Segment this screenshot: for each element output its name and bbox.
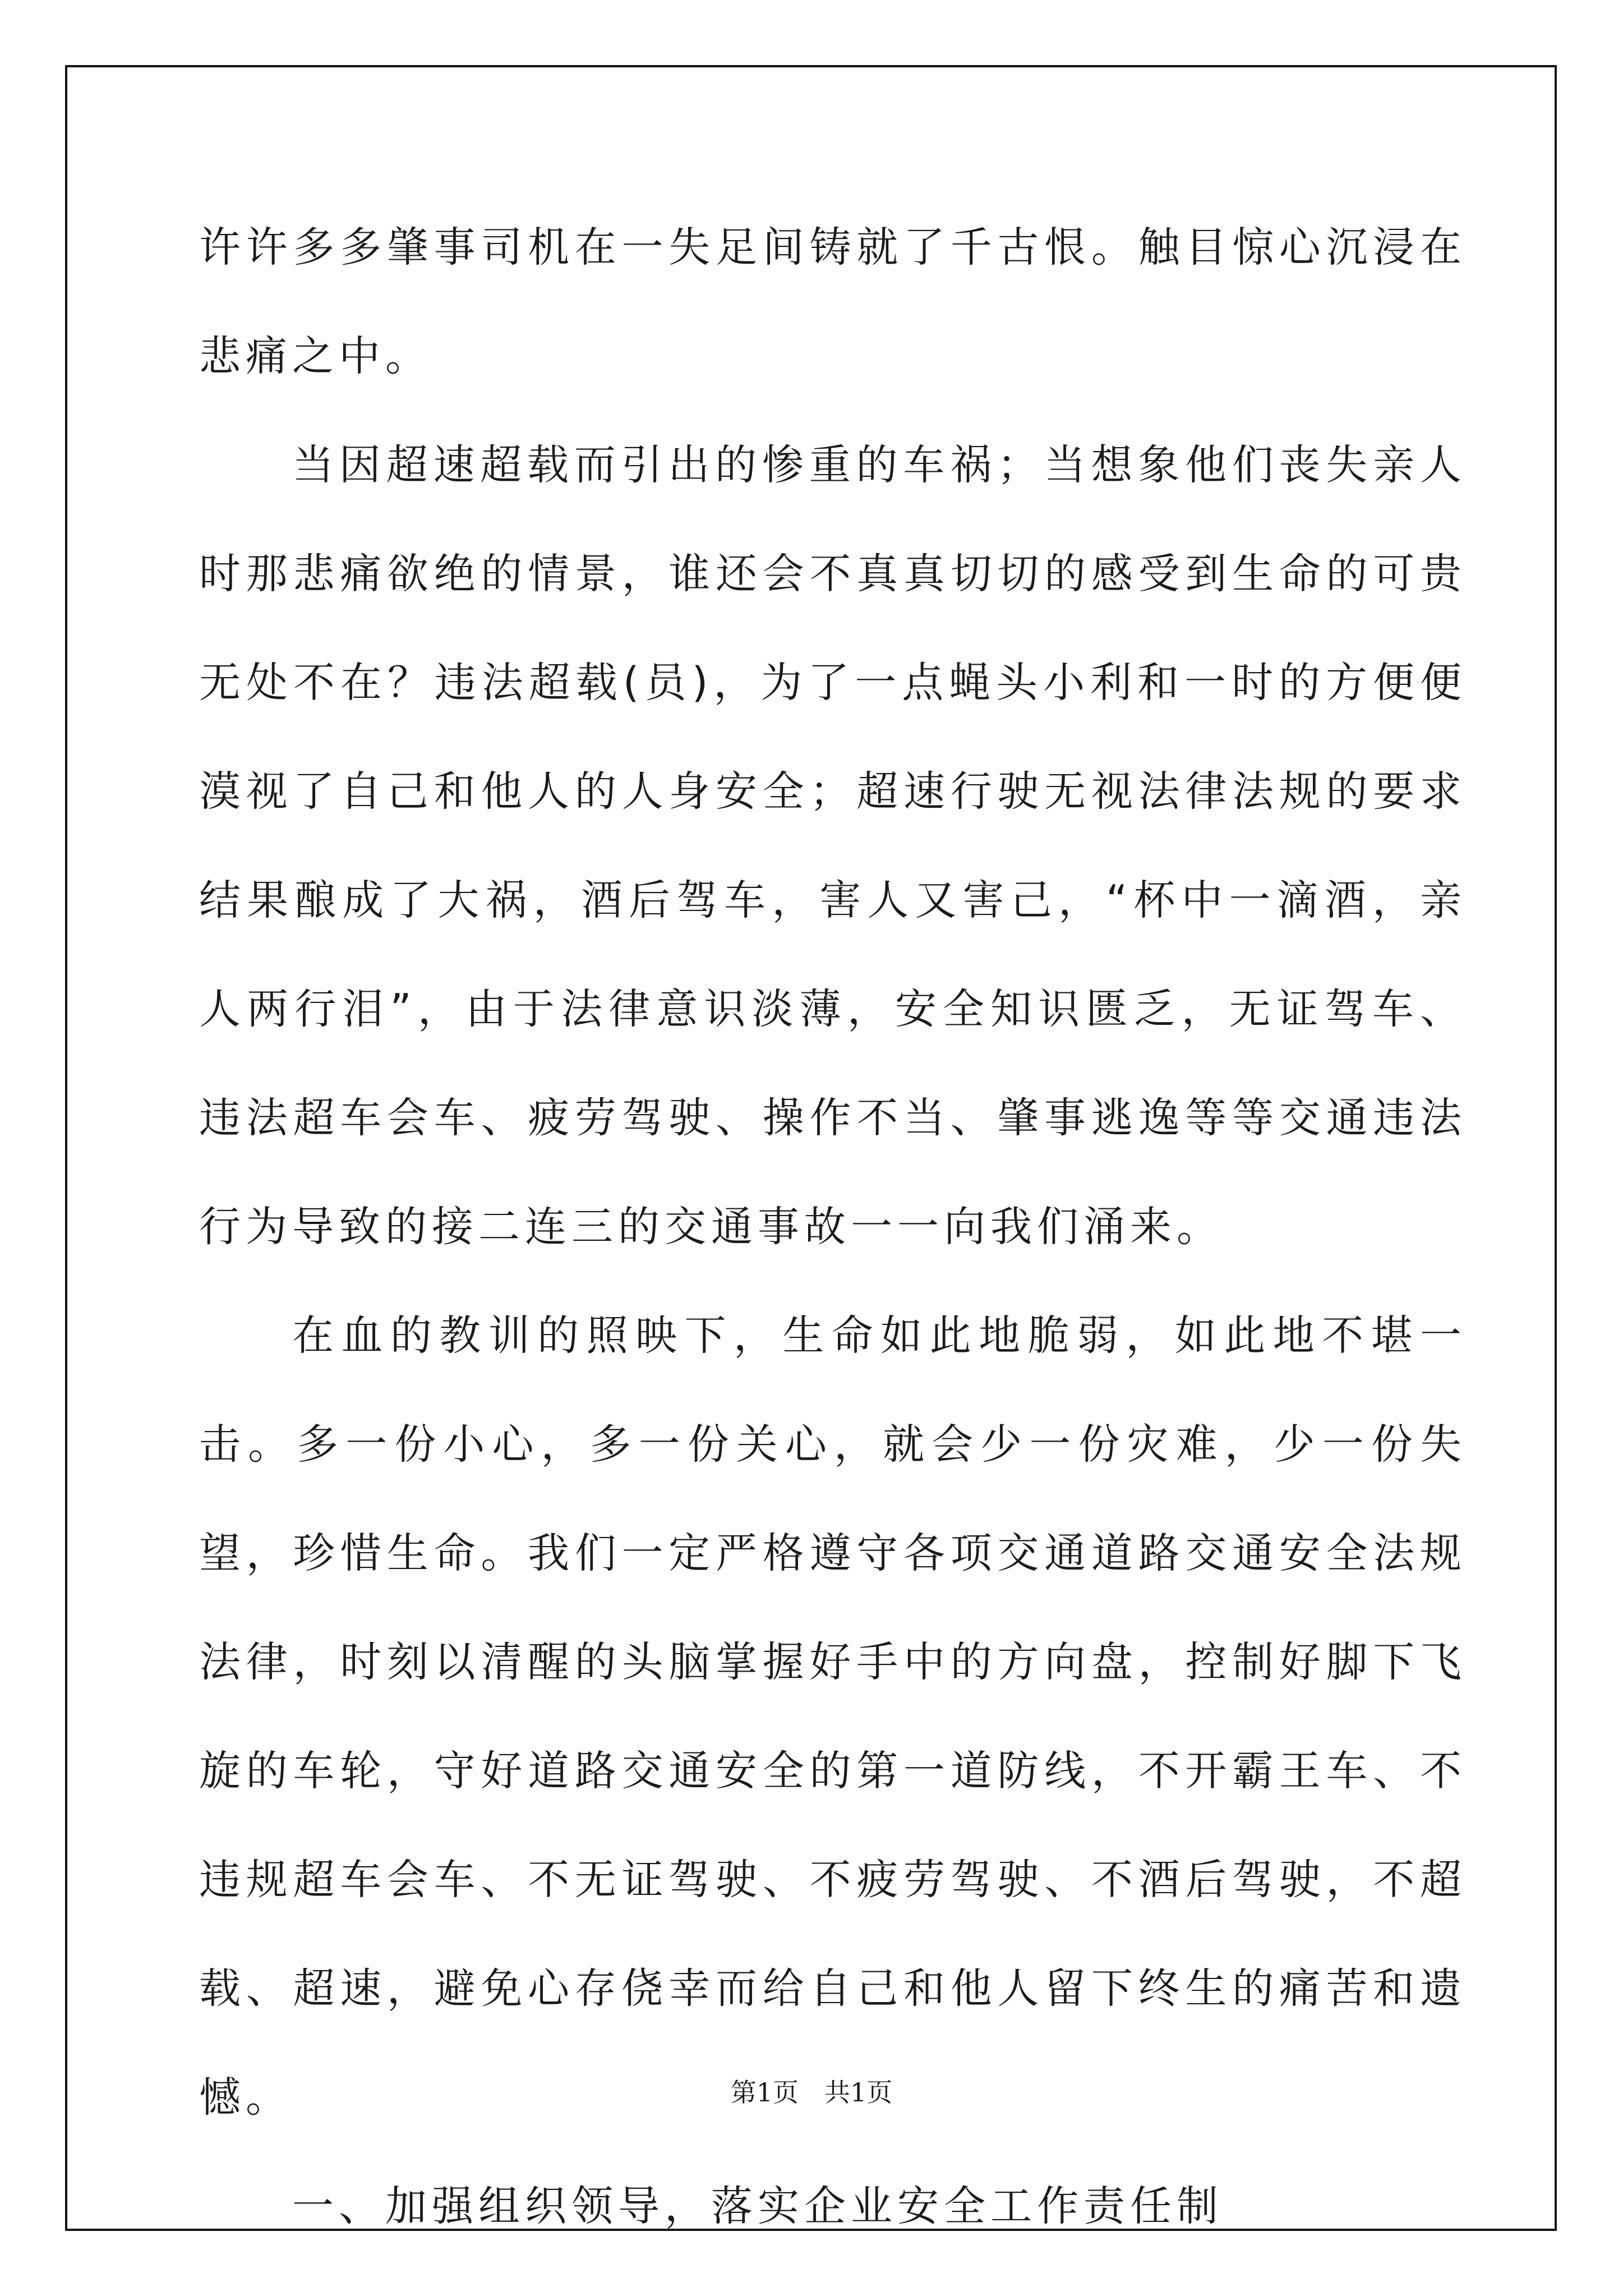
paragraph-cherish-life: 在血的教训的照映下，生命如此地脆弱，如此地不堪一击。多一份小心，多一份关心，就会少一份灾难，少一份失望，珍惜生命。我们一定严格遵守各项交通道路交通安全法规法律，时刻以清醒的头脑掌握好手中的方向盘，控制好脚下飞旋的车轮，守好道路交通安全的第一道防线，不开霸王车、不违规超车会车、不无证驾驶、不疲劳驾驶、不酒后驾驶，不超载、超速，避免心存侥幸而给自己和他人留下终生的痛苦和遗憾。 <box>199 1312 1467 2122</box>
document-body <box>199 193 1467 2261</box>
paragraph-continuation: 许许多多肇事司机在一失足间铸就了千古恨。触目惊心沉浸在悲痛之中。 <box>199 223 1467 380</box>
page-number: 第1页 共1页 <box>730 2077 893 2108</box>
paragraph-accident-causes: 当因超速超载而引出的惨重的车祸；当想象他们丧失亲人时那悲痛欲绝的情景，谁还会不真真切切的感受到生命的可贵无处不在？违法超载(员)，为了一点蝇头小利和一时的方便便漠视了自己和他人的人身安全；超速行驶无视法律法规的要求结果酿成了大祸，酒后驾车，害人又害己，“杯中一滴酒，亲人两行泪”，由于法律意识淡薄，安全知识匮乏，无证驾车、违法超车会车、疲劳驾驶、操作不当、肇事逃逸等等交通违法行为导致的接二连三的交通事故一一向我们涌来。 <box>199 441 1467 1251</box>
section-heading: 一、加强组织领导，落实企业安全工作责任制 <box>292 2182 1223 2230</box>
